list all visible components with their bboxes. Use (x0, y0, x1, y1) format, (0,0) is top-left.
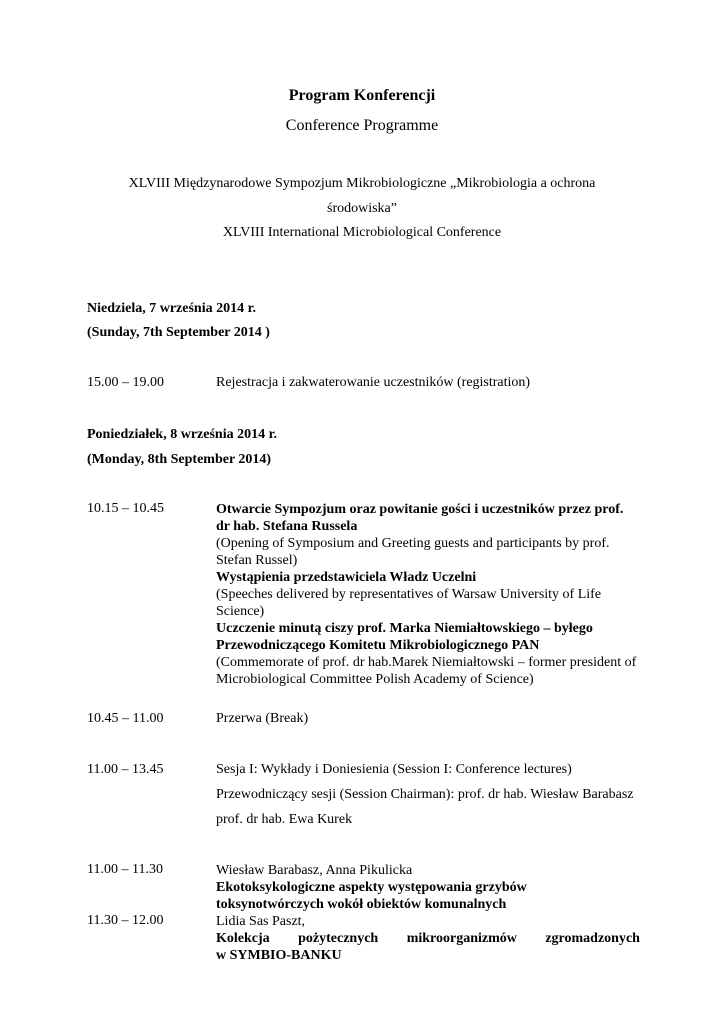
talk1-time: 11.00 – 11.30 (87, 862, 163, 877)
opening-line: Stefan Russel) (216, 553, 298, 568)
opening-line: Microbiological Committee Polish Academy of Science) (216, 672, 534, 687)
talk1-block (216, 862, 640, 913)
break-time: 10.45 – 11.00 (87, 711, 164, 726)
registration-time: 15.00 – 19.00 (87, 375, 164, 390)
opening-line: (Opening of Symposium and Greeting guests and participants by prof. (216, 536, 610, 551)
session-time: 11.00 – 13.45 (87, 762, 164, 777)
talk2-title-line1 (216, 930, 640, 947)
break-text: Przerwa (Break) (216, 711, 309, 726)
talk2-authors: Lidia Sas Paszt, (216, 914, 306, 929)
opening-block (216, 501, 640, 688)
opening-line: (Speeches delivered by representatives of Warsaw University of Life (216, 587, 602, 602)
talk2-block (216, 913, 640, 964)
symposium-title-en: XLVIII International Microbiological Conference (222, 225, 502, 240)
opening-line: Przewodniczącego Komitetu Mikrobiologicznego PAN (216, 638, 540, 653)
symposium-title-pl-line1: XLVIII Międzynarodowe Sympozjum Mikrobiologiczne „Mikrobiologia a ochrona (128, 176, 596, 191)
day2-date-pl: Poniedziałek, 8 września 2014 r. (87, 427, 278, 442)
opening-line: (Commemorate of prof. dr hab.Marek Niemiałtowski – former president of (216, 655, 637, 670)
page-title: Program Konferencji (288, 87, 436, 104)
opening-time: 10.15 – 10.45 (87, 501, 164, 516)
opening-line: dr hab. Stefana Russela (216, 519, 358, 534)
talk2-title-word: pożytecznych (298, 931, 379, 946)
talk2-time: 11.30 – 12.00 (87, 913, 164, 928)
talk1-title-line2: toksynotwórczych wokół obiektów komunalnych (216, 897, 507, 912)
session-chair-line2: prof. dr hab. Ewa Kurek (216, 812, 353, 827)
talk2-title-word: zgromadzonych (545, 931, 640, 946)
talk2-title-word: Kolekcja (216, 931, 270, 946)
talk1-title-line1: Ekotoksykologiczne aspekty występowania grzybów (216, 880, 527, 895)
talk1-authors: Wiesław Barabasz, Anna Pikulicka (216, 863, 413, 878)
talk2-title-word: mikroorganizmów (406, 931, 517, 946)
day1-date-en: (Sunday, 7th September 2014 ) (87, 325, 270, 340)
registration-text: Rejestracja i zakwaterowanie uczestników (registration) (216, 375, 531, 390)
day2-date-en: (Monday, 8th September 2014) (87, 452, 272, 467)
opening-line: Otwarcie Sympozjum oraz powitanie gości i uczestników przez prof. (216, 502, 624, 517)
symposium-title-pl-line2: środowiska” (327, 201, 397, 216)
opening-line: Science) (216, 604, 265, 619)
day1-date-pl: Niedziela, 7 września 2014 r. (87, 301, 257, 316)
session-chair-line1: Przewodniczący sesji (Session Chairman): prof. dr hab. Wiesław Barabasz (216, 787, 634, 802)
opening-line: Wystąpienia przedstawiciela Władz Uczelni (216, 570, 477, 585)
session-title: Sesja I: Wykłady i Doniesienia (Session I: Conference lectures) (216, 762, 572, 777)
opening-line: Uczczenie minutą ciszy prof. Marka Niemiałtowskiego – byłego (216, 621, 593, 636)
talk2-title-line2: w SYMBIO-BANKU (216, 948, 342, 963)
page-subtitle: Conference Programme (285, 117, 439, 134)
